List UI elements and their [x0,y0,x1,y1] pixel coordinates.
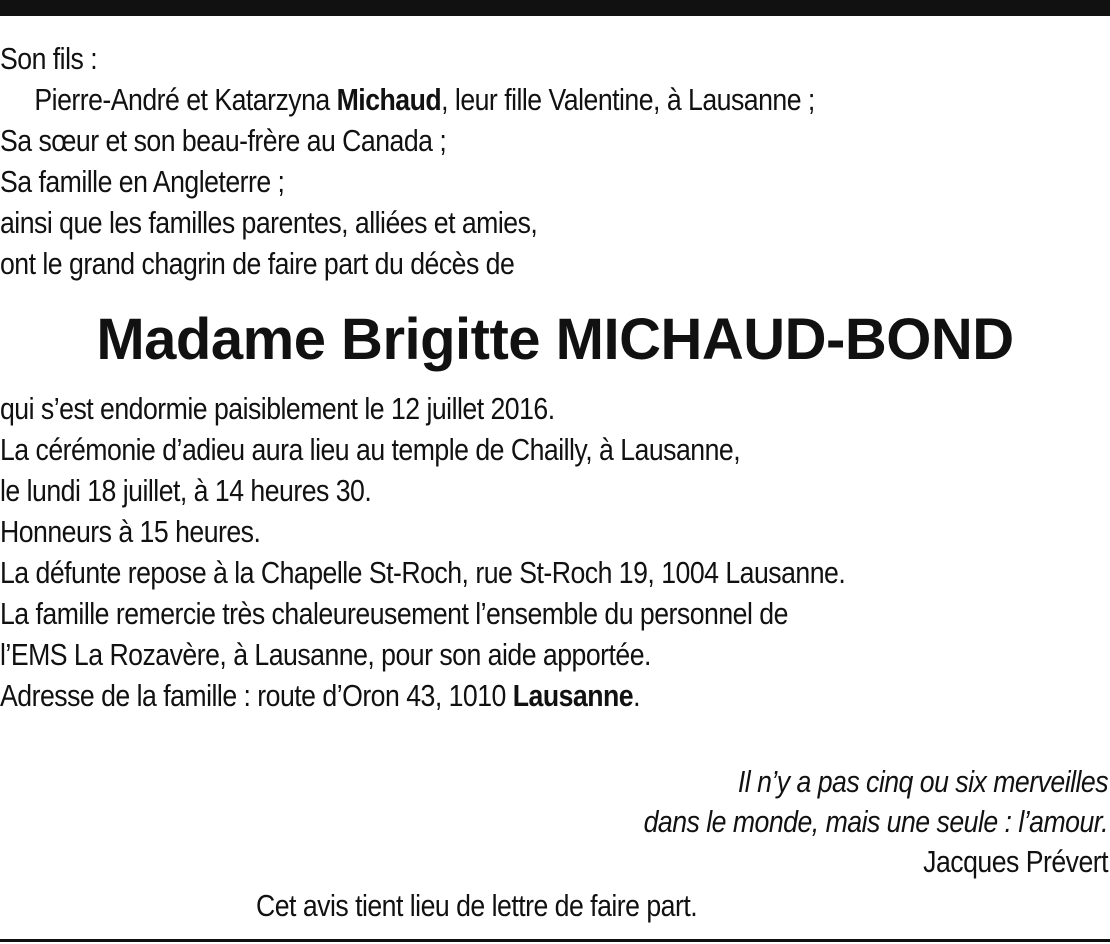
family-line-announcement: ont le grand chagrin de faire part du décès de [0,246,515,281]
detail-line-death-date: qui s’est endormie paisiblement le 12 juillet 2016. [0,391,555,426]
son-surname: Michaud [336,82,442,117]
detail-line-ceremony-date: le lundi 18 juillet, à 14 heures 30. [0,473,372,508]
family-announcement [0,38,955,284]
prevert-quote [644,762,1108,882]
intro-label: Son fils : [0,41,98,76]
detail-line-thanks: La famille remercie très chaleureusement l’ensemble du personnel de [0,596,788,631]
deceased-name-heading: Madame Brigitte MICHAUD-BOND [96,307,1014,372]
family-line-relatives: ainsi que les familles parentes, alliées et amies, [0,205,538,240]
detail-line-resting-place: La défunte repose à la Chapelle St-Roch, rue St-Roch 19, 1004 Lausanne. [0,555,846,590]
family-line-england: Sa famille en Angleterre ; [0,164,285,199]
address-prefix: Adresse de la famille : route d’Oron 43, 1010 [0,678,513,713]
family-address [0,675,1109,716]
detail-line-ems: l’EMS La Rozavère, à Lausanne, pour son aide apportée. [0,637,651,672]
top-border-rule [0,0,1110,16]
quote-line-1: Il n’y a pas cinq ou six merveilles [737,764,1108,799]
son-line [0,79,955,120]
quote-author: Jacques Prévert [923,844,1108,879]
funeral-details [0,388,1109,716]
family-line-sister: Sa sœur et son beau-frère au Canada ; [0,123,447,158]
bottom-border-rule [0,939,1110,942]
son-line-prefix: Pierre-André et Katarzyna [34,82,337,117]
detail-line-ceremony: La cérémonie d’adieu aura lieu au temple de Chailly, à Lausanne, [0,432,741,467]
address-city: Lausanne [512,678,634,713]
quote-line-2: dans le monde, mais une seule : l’amour. [643,804,1108,839]
son-line-suffix: , leur fille Valentine, à Lausanne ; [441,82,815,117]
closing-note: Cet avis tient lieu de lettre de faire part. [256,888,698,923]
detail-line-honours: Honneurs à 15 heures. [0,514,261,549]
address-suffix: . [633,678,640,713]
